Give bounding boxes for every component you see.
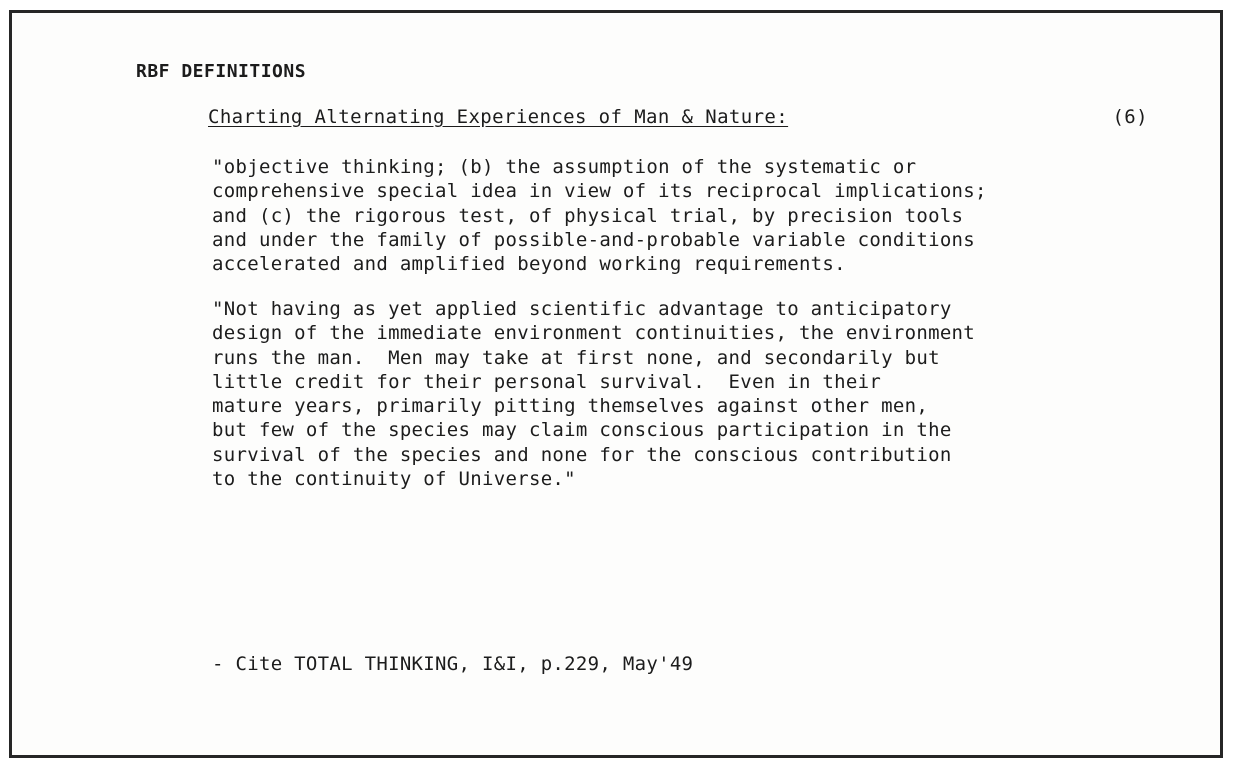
paragraph-2 [212,297,1172,491]
top-margin [0,0,1233,9]
paragraph-line: survival of the species and none for the conscious contribution [212,443,952,466]
paragraph-line: design of the immediate environment continuities, the environment [212,322,976,345]
paragraph-1 [212,155,1172,276]
paragraph-line: runs the man. Men may take at first none, and secondarily but [212,346,940,369]
page-number: (6) [1112,106,1148,128]
paragraph-line: to the continuity of Universe." [212,468,576,491]
citation: - Cite TOTAL THINKING, I&I, p.229, May'49 [212,653,694,675]
section-title: Charting Alternating Experiences of Man & Nature: [208,106,789,128]
section-heading-row [208,106,1148,128]
document-header: RBF DEFINITIONS [136,61,307,82]
paragraph-line: "Not having as yet applied scientific advantage to anticipatory [212,298,952,320]
paragraph-line: accelerated and amplified beyond working requirements. [212,253,846,276]
paragraph-line: and (c) the rigorous test, of physical trial, by precision tools [212,204,964,227]
paragraph-line: and under the family of possible-and-probable variable conditions [212,228,976,251]
paragraph-line: mature years, primarily pitting themselves against other men, [212,395,929,418]
paragraph-line: comprehensive special idea in view of its reciprocal implications; [212,180,987,203]
paragraph-line: little credit for their personal survival. Even in their [212,370,882,393]
paragraph-line: "objective thinking; (b) the assumption of the systematic or [212,156,917,178]
paragraph-line: but few of the species may claim conscious participation in the [212,419,952,442]
